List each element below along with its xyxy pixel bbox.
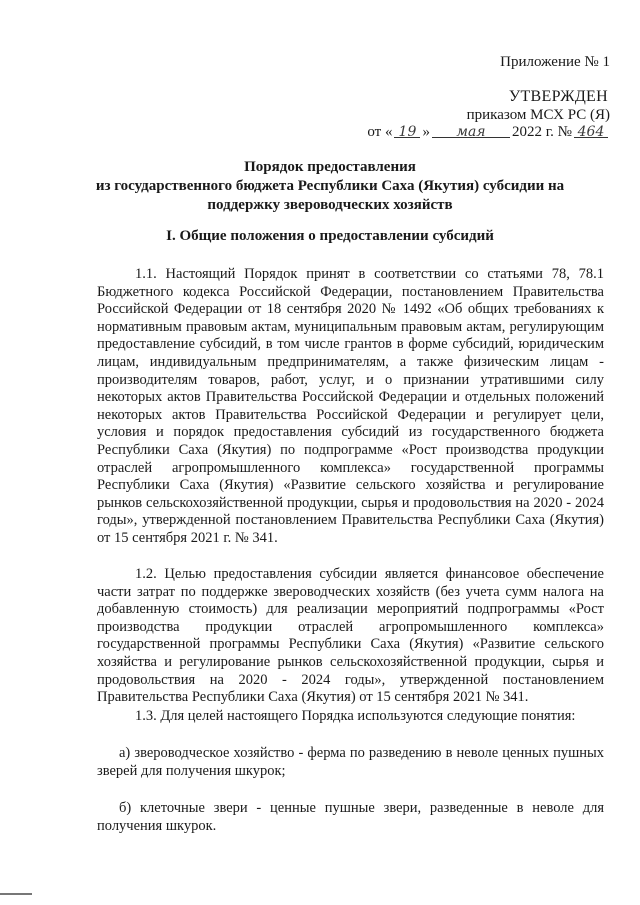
order-date-line	[367, 123, 608, 141]
handwritten-month: мая	[456, 124, 486, 140]
scan-edge-mark	[0, 893, 32, 895]
title-line-3: поддержку звероводческих хозяйств	[207, 197, 453, 213]
document-title	[60, 158, 600, 215]
month-field	[432, 123, 510, 138]
date-prefix: от «	[367, 124, 393, 140]
definition-a: а) звероводческое хозяйство - ферма по разведению в неволе ценных пушных зверей для получения шкурок;	[97, 745, 604, 779]
day-field	[394, 123, 420, 138]
number-field	[574, 123, 608, 138]
handwritten-day: 19	[398, 124, 417, 140]
date-mid: »	[422, 124, 430, 140]
section-heading: I. Общие положения о предоставлении субсидий	[166, 228, 494, 244]
approved-label: УТВЕРЖДЕН	[508, 88, 608, 105]
title-line-2: из государственного бюджета Республики Саха (Якутия) субсидии на	[95, 178, 565, 194]
paragraph-1-3: 1.3. Для целей настоящего Порядка используются следующие понятия:	[135, 708, 576, 724]
order-label: приказом МСХ РС (Я)	[466, 107, 610, 123]
definition-b: б) клеточные звери - ценные пушные звери, разведенные в неволе для получения шкурок.	[97, 800, 604, 834]
paragraph-1-1: 1.1. Настоящий Порядок принят в соответствии со статьями 78, 78.1 Бюджетного кодекса Российской Федерации, постановлением Правительства Российской Федерации от 18 сентября 2020 № 1492 «Об общих требованиях к нормативным правовым актам, муниципальным правовым актам, регулирующим предоставление субсидий, в том числе грантов в форме субсидий, юридическим лицам, индивидуальным предпринимателям, а также физическим лицам - производителям товаров, работ, услуг, и о признании утратившими силу некоторых актов Правительства Российской Федерации и отдельных положений некоторых актов Правительства Российской Федерации и регулирует цели, условия и порядок предоставления субсидий из государственного бюджета Республики Саха (Якутия) по подпрограмме «Рост производства продукции отраслей агропромышленного комплекса» государственной программы Республики Саха (Якутия) «Развитие сельского хозяйства и регулирование рынков сельскохозяйственной продукции, сырья и продовольствия на 2020 - 2024 годы», утвержденной постановлением Правительства Республики Саха (Якутия) от 15 сентября 2021 г. № 341.	[97, 266, 604, 546]
paragraph-1-2: 1.2. Целью предоставления субсидии является финансовое обеспечение части затрат по поддержке звероводческих хозяйств (без учета сумм налога на добавленную стоимость) для реализации мероприятий подпрограммы «Рост производства продукции отраслей агропромышленного комплекса» государственной программы Республики Саха (Якутия) «Развитие сельского хозяйства и регулирование рынков сельскохозяйственной продукции, сырья и продовольствия на 2020 - 2024 годы», утвержденной постановлением Правительства Республики Саха (Якутия) от 15 сентября 2021 № 341.	[97, 566, 604, 706]
appendix-label: Приложение № 1	[500, 54, 610, 70]
title-line-1: Порядок предоставления	[244, 159, 416, 175]
handwritten-number: 464	[577, 124, 605, 140]
year-text: 2022 г. №	[511, 124, 572, 140]
